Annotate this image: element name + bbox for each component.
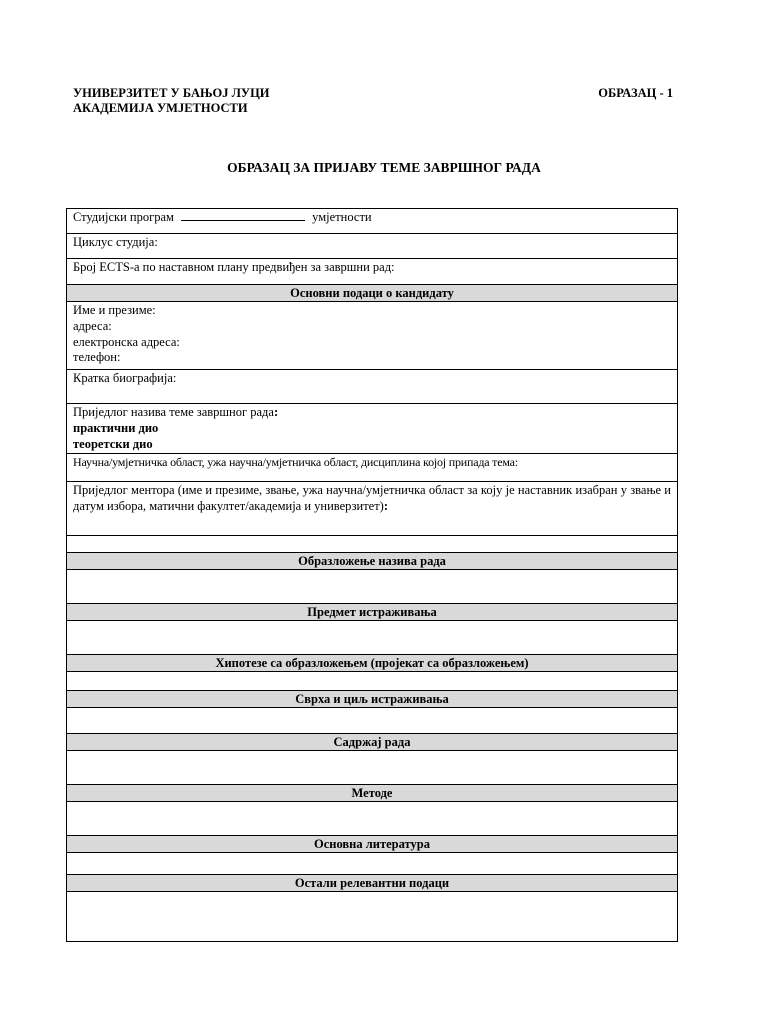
title-rationale-field[interactable] xyxy=(67,570,678,604)
row-study-program xyxy=(67,209,678,234)
row-candidate-section xyxy=(67,285,678,302)
row-bio xyxy=(67,370,678,404)
mentor-colon: : xyxy=(383,499,388,513)
mentor-field[interactable] xyxy=(67,482,678,536)
bio-field[interactable]: Кратка биографија: xyxy=(67,370,678,404)
row-section-other xyxy=(67,875,678,892)
study-cycle-field[interactable]: Циклус студија: xyxy=(67,234,678,259)
row-candidate-contacts xyxy=(67,302,678,370)
research-subject-header: Предмет истраживања xyxy=(67,604,678,621)
ects-field[interactable]: Број ECTS-а по наставном плану предвиђен за завршни рад: xyxy=(67,259,678,285)
row-literature-body xyxy=(67,853,678,875)
row-other-body xyxy=(67,892,678,942)
methods-field[interactable] xyxy=(67,802,678,836)
phone-label: телефон: xyxy=(73,350,121,364)
topic-field[interactable] xyxy=(67,404,678,454)
scientific-field[interactable]: Научна/умјетничка област, ужа научна/умјетничка област, дисциплина којој припада тема: xyxy=(67,454,678,482)
hypotheses-field[interactable] xyxy=(67,672,678,691)
practical-part-label: практични дио xyxy=(73,421,159,435)
hypotheses-header: Хипотезе са образложењем (пројекат са образложењем) xyxy=(67,655,678,672)
row-mentor-blank xyxy=(67,536,678,553)
row-hypotheses-body xyxy=(67,672,678,691)
application-form-table xyxy=(66,208,678,942)
row-research-subject-body xyxy=(67,621,678,655)
literature-header: Основна литература xyxy=(67,836,678,853)
row-field xyxy=(67,454,678,482)
document-title: ОБРАЗАЦ ЗА ПРИЈАВУ ТЕМЕ ЗАВРШНОГ РАДА xyxy=(227,160,541,175)
row-section-title-rationale xyxy=(67,553,678,570)
row-mentor xyxy=(67,482,678,536)
mentor-label: Приједлог ментора (име и презиме, звање, ужа научна/умјетничка област за коју је наставник изабран у звање и датум избора, матични факултет/академија и универзитет) xyxy=(73,483,671,513)
row-section-methods xyxy=(67,785,678,802)
research-subject-field[interactable] xyxy=(67,621,678,655)
form-number: ОБРАЗАЦ - 1 xyxy=(598,86,673,100)
candidate-section-header: Основни подаци о кандидату xyxy=(67,285,678,302)
title-rationale-header: Образложење назива рада xyxy=(67,553,678,570)
literature-field[interactable] xyxy=(67,853,678,875)
university-name: УНИВЕРЗИТЕТ У БАЊОЈ ЛУЦИ xyxy=(73,86,270,100)
purpose-header: Сврха и циљ истраживања xyxy=(67,691,678,708)
row-methods-body xyxy=(67,802,678,836)
institution-header xyxy=(73,86,270,115)
row-section-literature xyxy=(67,836,678,853)
content-header: Садржај рада xyxy=(67,734,678,751)
topic-label-line xyxy=(73,404,671,420)
topic-label: Приједлог назива теме завршног рада xyxy=(73,405,274,419)
study-program-label: Студијски програм xyxy=(73,210,174,224)
name-label: Име и презиме: xyxy=(73,303,156,317)
mentor-blank-field[interactable] xyxy=(67,536,678,553)
row-section-purpose xyxy=(67,691,678,708)
purpose-field[interactable] xyxy=(67,708,678,734)
row-purpose-body xyxy=(67,708,678,734)
row-content-body xyxy=(67,751,678,785)
candidate-contacts-field[interactable] xyxy=(67,302,678,370)
row-study-cycle xyxy=(67,234,678,259)
other-data-field[interactable] xyxy=(67,892,678,942)
study-program-field[interactable] xyxy=(67,209,678,234)
email-label: електронска адреса: xyxy=(73,335,180,349)
row-title-rationale-body xyxy=(67,570,678,604)
content-field[interactable] xyxy=(67,751,678,785)
address-label: адреса: xyxy=(73,319,112,333)
methods-header: Методе xyxy=(67,785,678,802)
row-section-hypotheses xyxy=(67,655,678,672)
row-ects xyxy=(67,259,678,285)
row-section-content xyxy=(67,734,678,751)
row-section-research-subject xyxy=(67,604,678,621)
academy-name: АКАДЕМИЈА УМЈЕТНОСТИ xyxy=(73,100,248,115)
topic-colon: : xyxy=(273,405,279,419)
theoretical-part-label: теоретски дио xyxy=(73,437,153,451)
study-program-blank[interactable] xyxy=(181,209,305,221)
other-data-header: Остали релевантни подаци xyxy=(67,875,678,892)
row-topic xyxy=(67,404,678,454)
study-program-suffix: умјетности xyxy=(312,210,372,224)
